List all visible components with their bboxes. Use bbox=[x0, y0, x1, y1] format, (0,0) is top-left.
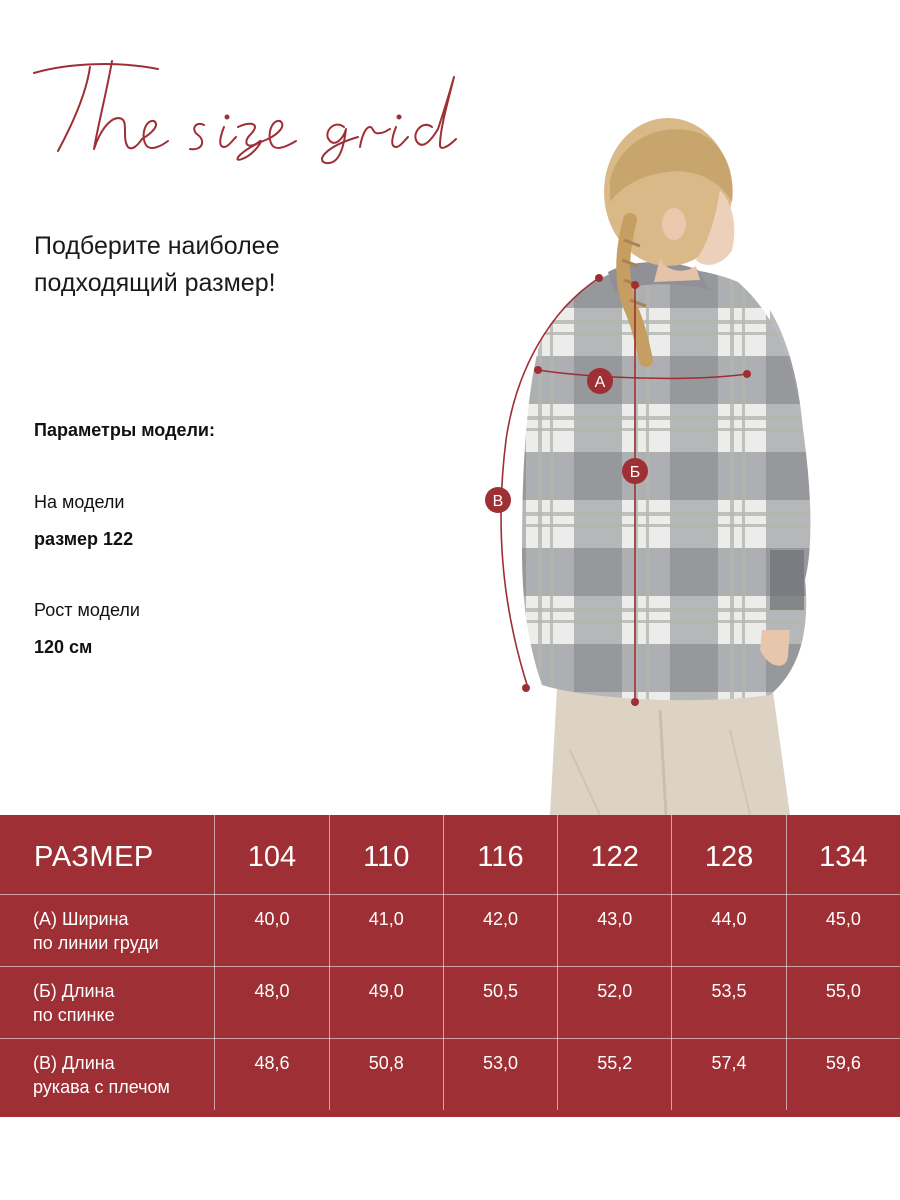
table-row bbox=[0, 967, 900, 1039]
table-cell: 42,0 bbox=[482, 909, 518, 929]
table-cell: 49,0 bbox=[368, 981, 404, 1001]
table-row bbox=[0, 895, 900, 967]
table-cell: 53,0 bbox=[482, 1053, 518, 1073]
intro-line-1: Подберите наиболее bbox=[34, 232, 280, 260]
table-cell: 57,4 bbox=[711, 1053, 747, 1073]
table-cell: 40,0 bbox=[254, 909, 290, 929]
table-cell: 50,5 bbox=[482, 981, 518, 1001]
table-cell: 59,6 bbox=[825, 1053, 861, 1073]
marker-a-label: А bbox=[594, 374, 606, 391]
row-label-chest-width: (А) Ширина по линии груди bbox=[33, 909, 159, 953]
table-cell: 50,8 bbox=[368, 1053, 404, 1073]
size-header-cell: 122 bbox=[590, 841, 639, 873]
table-cell: 48,6 bbox=[254, 1053, 290, 1073]
table-cell: 48,0 bbox=[254, 981, 290, 1001]
table-cell: 55,2 bbox=[597, 1053, 633, 1073]
marker-b-label: Б bbox=[629, 464, 641, 481]
table-cell: 44,0 bbox=[711, 909, 747, 929]
size-header-cell: 134 bbox=[819, 841, 868, 873]
table-cell: 53,5 bbox=[711, 981, 747, 1001]
size-header-cell: 116 bbox=[477, 841, 524, 873]
row-label-back-length: (Б) Длина по спинке bbox=[33, 981, 115, 1025]
model-height-label: Рост модели bbox=[34, 600, 140, 620]
table-cell: 45,0 bbox=[825, 909, 861, 929]
model-height-value: 120 см bbox=[34, 637, 93, 657]
size-table-panel bbox=[0, 815, 900, 1117]
table-cell: 55,0 bbox=[825, 981, 861, 1001]
model-photo bbox=[470, 110, 900, 815]
model-size-value: размер 122 bbox=[34, 529, 134, 549]
row-label-sleeve-length: (В) Длина рукава с плечом bbox=[33, 1053, 170, 1097]
size-header-cell: 128 bbox=[704, 841, 754, 873]
size-header-row bbox=[0, 815, 900, 895]
intro-text bbox=[34, 228, 394, 302]
size-table bbox=[0, 815, 900, 1110]
script-title-logo bbox=[28, 55, 488, 165]
model-params-heading: Параметры модели: bbox=[34, 420, 215, 440]
table-row bbox=[0, 1039, 900, 1111]
intro-line-2: подходящий размер! bbox=[34, 269, 276, 297]
model-size-label: На модели bbox=[34, 492, 125, 512]
table-cell: 43,0 bbox=[597, 909, 633, 929]
table-cell: 52,0 bbox=[597, 981, 633, 1001]
size-header-label: РАЗМЕР bbox=[34, 841, 154, 873]
size-header-cell: 110 bbox=[363, 841, 410, 873]
table-cell: 41,0 bbox=[368, 909, 404, 929]
size-header-cell: 104 bbox=[247, 841, 297, 873]
marker-v-label: В bbox=[492, 493, 504, 510]
